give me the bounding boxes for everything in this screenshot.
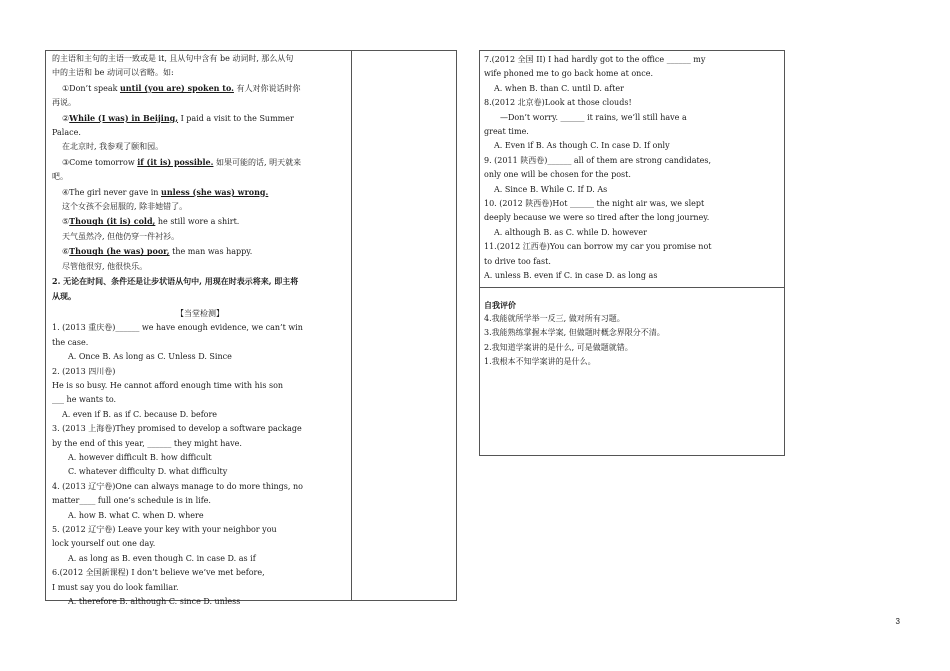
q4-line: matter____ full one’s schedule is in life. [52, 496, 211, 506]
example-1: ①Don’t speak until (you are) spoken to. 有人对你说话时你 [62, 82, 301, 93]
rule2-cont: 从现。 [52, 290, 76, 301]
self-eval-title: 自我评价 [484, 299, 516, 310]
example-6: ⑥Though (he was) poor, the man was happy. [62, 246, 253, 257]
example-4-cn: 这个女孩不会屈服的, 除非她错了。 [62, 202, 188, 212]
q4-options: A. how B. what C. when D. where [68, 510, 204, 520]
example-2-cont: Palace. [52, 128, 81, 138]
right-content [484, 53, 780, 370]
q9-line: only one will be chosen for the post. [484, 170, 631, 180]
section-title: 【当堂检测】 [176, 308, 224, 318]
q5-line: lock yourself out one day. [52, 539, 156, 549]
rule1-line: 的主语和主句的主语一致或是 it, 且从句中含有 be 动词时, 那么从句 [52, 54, 294, 63]
q6-line: I must say you do look familiar. [52, 582, 179, 592]
q7-line: 7.(2012 全国 II) I had hardly got to the office ______ my [484, 55, 706, 64]
example-6-cn: 尽管他很穷, 他很快乐。 [62, 261, 148, 271]
q11-options: A. unless B. even if C. in case D. as long as [484, 271, 658, 281]
rule1-line: 中的主语和 be 动词可以省略。如: [52, 68, 174, 78]
q8-options: A. Even if B. As though C. In case D. If only [494, 141, 670, 151]
q8-line: great time. [484, 127, 529, 137]
q11-line: to drive too fast. [484, 256, 551, 266]
q9-options: A. Since B. While C. If D. As [494, 184, 608, 194]
q3-line: 3. (2013 上海卷)They promised to develop a software package [52, 424, 302, 434]
left-panel-divider [351, 51, 352, 600]
q1-line: the case. [52, 337, 89, 347]
self-eval-item: 2.我知道学案讲的是什么, 可是做题就错。 [484, 342, 633, 352]
self-eval-item: 1.我根本不知学案讲的是什么。 [484, 357, 596, 367]
self-eval-item: 3.我能熟练掌握本学案, 但做题时概念界限分不清。 [484, 328, 665, 338]
example-3-cont: 吧。 [52, 172, 68, 182]
q5-options: A. as long as B. even though C. in case D. as if [68, 553, 256, 563]
q10-line: deeply because we were so tired after the long journey. [484, 213, 710, 223]
q2-options: A. even if B. as if C. because D. before [62, 409, 218, 419]
q8-line: —Don’t worry. ______ it rains, we’ll still have a [500, 112, 687, 122]
q7-options: A. when B. than C. until D. after [494, 83, 624, 93]
q7-line: wife phoned me to go back home at once. [484, 69, 654, 79]
q5-line: 5. (2012 辽宁卷) Leave your key with your neighbor you [52, 525, 277, 534]
q10-options: A. although B. as C. while D. however [494, 227, 647, 237]
q6-options: A. therefore B. although C. since D. unless [68, 597, 241, 607]
example-2-cn: 在北京时, 我参观了颐和园。 [62, 142, 164, 152]
rule2: 2. 无论在时间、条件还是让步状语从句中, 用现在时表示将来, 即主将 [52, 276, 299, 287]
q2-line: He is so busy. He cannot afford enough time with his son [52, 380, 284, 390]
example-2: ②While (I was) in Beijing, I paid a visit to the Summer [62, 112, 294, 123]
q2-line: ___ he wants to. [52, 395, 117, 405]
example-3: ③Come tomorrow if (it is) possible. 如果可能的话, 明天就来 [62, 156, 302, 167]
example-1-cont: 再说。 [52, 98, 76, 108]
example-4: ④The girl never gave in unless (she was) wrong. [62, 186, 269, 197]
q8-line: 8.(2012 北京卷)Look at those clouds! [484, 98, 632, 108]
self-eval-item: 4.我能就所学举一反三, 做对所有习题。 [484, 313, 625, 323]
q3-options: A. however difficult B. how difficult [68, 452, 212, 462]
page-number: 3 [895, 617, 900, 626]
q6-line: 6.(2012 全国新课程) I don’t believe we’ve met before, [52, 568, 265, 578]
q3-options: C. whatever difficulty D. what difficulty [68, 467, 228, 477]
q10-line: 10. (2012 陕西卷)Hot ______ the night air was, we slept [484, 199, 705, 209]
q1-line: 1. (2013 重庆卷)______ we have enough evidence, we can’t win [52, 323, 303, 333]
q1-options: A. Once B. As long as C. Unless D. Since [68, 352, 232, 362]
q9-line: 9. (2011 陕西卷)______ all of them are strong candidates, [484, 155, 712, 165]
example-5-cn: 天气虽然冷, 但他仍穿一件衬衫。 [62, 231, 180, 241]
q3-line: by the end of this year, ______ they might have. [52, 438, 242, 448]
left-content [52, 52, 348, 609]
example-5: ⑤Though (it is) cold, he still wore a shirt. [62, 216, 240, 227]
q2-line: 2. (2013 四川卷) [52, 366, 116, 376]
q11-line: 11.(2012 江西卷)You can borrow my car you promise not [484, 242, 712, 252]
q4-line: 4. (2013 辽宁卷)One can always manage to do more things, no [52, 481, 303, 491]
